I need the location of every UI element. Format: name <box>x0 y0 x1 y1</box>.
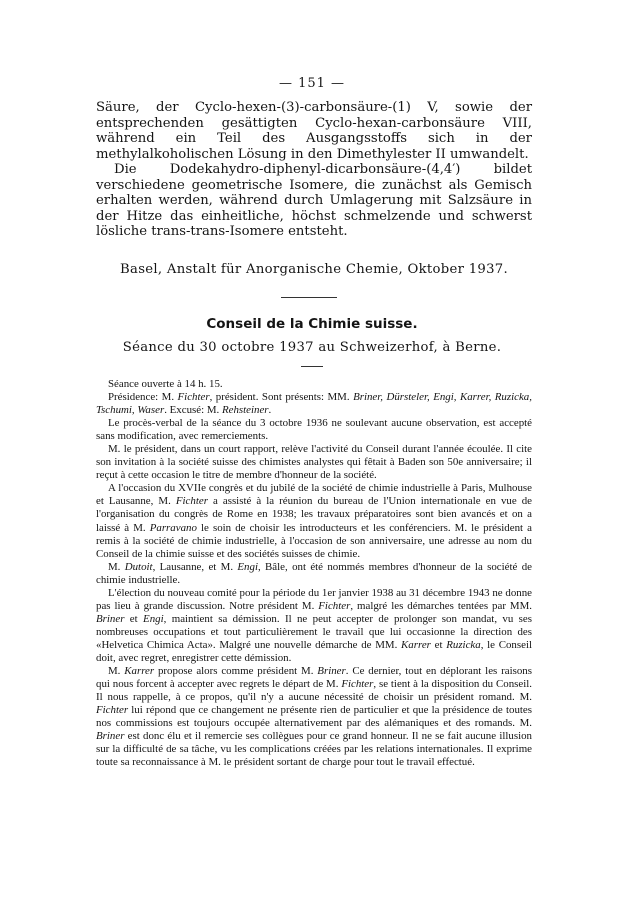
person-name: Engi <box>237 560 258 573</box>
french-paragraph-6 <box>96 561 532 587</box>
text-run: M. <box>108 560 125 573</box>
german-text-block <box>96 100 532 240</box>
text-run: , malgré les démarches tentées par MM. <box>350 599 532 612</box>
text-run: , président. Sont présents: MM. <box>209 391 354 404</box>
french-paragraph-8 <box>96 665 532 769</box>
text-run: a assisté à la réunion du bureau de l'Union internationale en vue de l'organisation du congrès de Rome en 1938; les travaux préparatoires sont bien avancés et on a laissé à M. <box>96 495 532 534</box>
person-name: Karrer <box>124 665 155 678</box>
text-run: Présidence: M. <box>108 391 178 404</box>
signoff-line: Basel, Anstalt für Anorganische Chemie, Oktober 1937. <box>120 262 508 277</box>
text-run: . <box>268 404 272 417</box>
german-paragraph-1: Säure, der Cyclo-hexen-(3)-carbonsäure-(1) V, sowie der entsprechenden gesättigten Cyclo-hexan-carbonsäure VIII, während ein Teil des Ausgangsstoffs sich in der methylalkoholischen Lösung in den Dimethylester II umwandelt. <box>96 100 532 162</box>
section-subheading: Séance du 30 octobre 1937 au Schweizerhof, à Berne. <box>122 340 502 355</box>
person-name: Ruzicka <box>446 638 481 651</box>
person-name: Karrer <box>401 638 431 651</box>
french-paragraph-3: Le procès-verbal de la séance du 3 octobre 1936 ne soulevant aucune observation, est accepté sans modification, avec remerciements. <box>96 417 532 443</box>
french-paragraph-2 <box>96 391 532 417</box>
french-paragraph-5 <box>96 482 532 560</box>
french-paragraph-7 <box>96 587 532 665</box>
person-name: Briner <box>317 665 346 678</box>
person-name: Fichter <box>177 391 210 404</box>
person-name: Parravano <box>149 521 197 534</box>
person-name: Briner <box>96 612 125 625</box>
person-name: Fichter <box>175 495 208 508</box>
person-name: Engi <box>143 612 164 625</box>
person-name: Fichter <box>318 599 351 612</box>
french-paragraph-1: Séance ouverte à 14 h. 15. <box>108 378 223 390</box>
text-run: , Bâle, ont été nommés membres d'honneur de la société de chimie industrielle. <box>96 560 532 586</box>
french-paragraph-4: M. le président, dans un court rapport, relève l'activité du Conseil durant l'année écoulée. Il cite son invitation à la société suisse des chimistes analystes qui fêtait à Baden son 50e anniversaire; il reçut à cette occasion le titre de membre d'honneur de la société. <box>96 443 532 482</box>
person-name: Rehsteiner <box>221 404 269 417</box>
text-run: , le Conseil doit, avec regret, enregistrer cette démission. <box>96 638 533 664</box>
section-divider <box>281 297 337 298</box>
german-paragraph-2: Die Dodekahydro-diphenyl-dicarbonsäure-(4,4′) bildet verschiedene geometrische Isomere, die zunächst als Gemisch erhalten werden, während durch Umlagerung mit Salzsäure in der Hitze das einheitliche, höchst schmelzende und schwerst lösliche trans-trans-Isomere entsteht. <box>96 162 532 239</box>
short-divider <box>301 366 323 367</box>
text-run: , Lausanne, et M. <box>152 560 238 573</box>
text-run: , se tient à la disposition du Conseil. Il nous rappelle, à ce propos, qu'il n'y a aucune nécessité de choisir un président romand. M. <box>96 678 532 704</box>
person-names: Briner, Dürsteler, Engi, Karrer, Ruzicka, Tschumi, Waser <box>96 391 532 417</box>
text-run: lui répond que ce changement ne présente rien de particulier et que la présidence de toutes nos commissions est toujours occupée alternativement par des alémaniques et des romands. M. <box>96 704 532 730</box>
text-run: et <box>124 612 144 625</box>
person-name: Briner <box>96 730 125 743</box>
text-run: . Ce dernier, tout en déplorant les raisons qui nous forcent à accepter avec regrets le départ de M. <box>96 665 532 691</box>
text-run: . Excusé: M. <box>164 404 222 417</box>
text-run: M. <box>108 665 125 678</box>
person-name: Fichter <box>341 678 374 691</box>
text-run: et <box>430 638 447 651</box>
text-run: A l'occasion du XVIIe congrès et du jubilé de la société de chimie industrielle à Paris, Mulhouse et Lausanne, M. <box>96 482 532 508</box>
section-heading: Conseil de la Chimie suisse. <box>206 316 418 332</box>
page-number: — 151 — <box>278 76 346 91</box>
text-run: est donc élu et il remercie ses collègues pour ce grand honneur. Il ne se fait aucune illusion sur la difficulté de sa tâche, vu les complications créées par les relations internationales. Il exprime toute sa reconnaissance à M. le président sortant de charge pour tout le travail effectué. <box>96 730 532 769</box>
person-name: Fichter <box>96 704 129 717</box>
text-run: L'élection du nouveau comité pour la période du 1er janvier 1938 au 31 décembre 1943 ne donne pas lieu à grande discussion. Notre président M. <box>96 586 532 612</box>
text-run: propose alors comme président M. <box>154 665 318 678</box>
person-name: Dutoit <box>124 560 153 573</box>
text-run: le soin de choisir les introducteurs et les conférenciers. M. le président a remis à la société de chimie industrielle, à l'occasion de son anniversaire, une adresse au nom du Conseil de la chimie suisse et des sociétés suisses de chimie. <box>96 521 532 560</box>
french-text-block <box>96 378 532 769</box>
text-run: , maintient sa démission. Il ne peut accepter de prolonger son mandat, vu ses nombreuses occupations et tout particulièrement le travail que lui occasionne la direction des «Helvetica Chimica Acta». Malgré une nouvelle démarche de MM. <box>96 612 532 651</box>
